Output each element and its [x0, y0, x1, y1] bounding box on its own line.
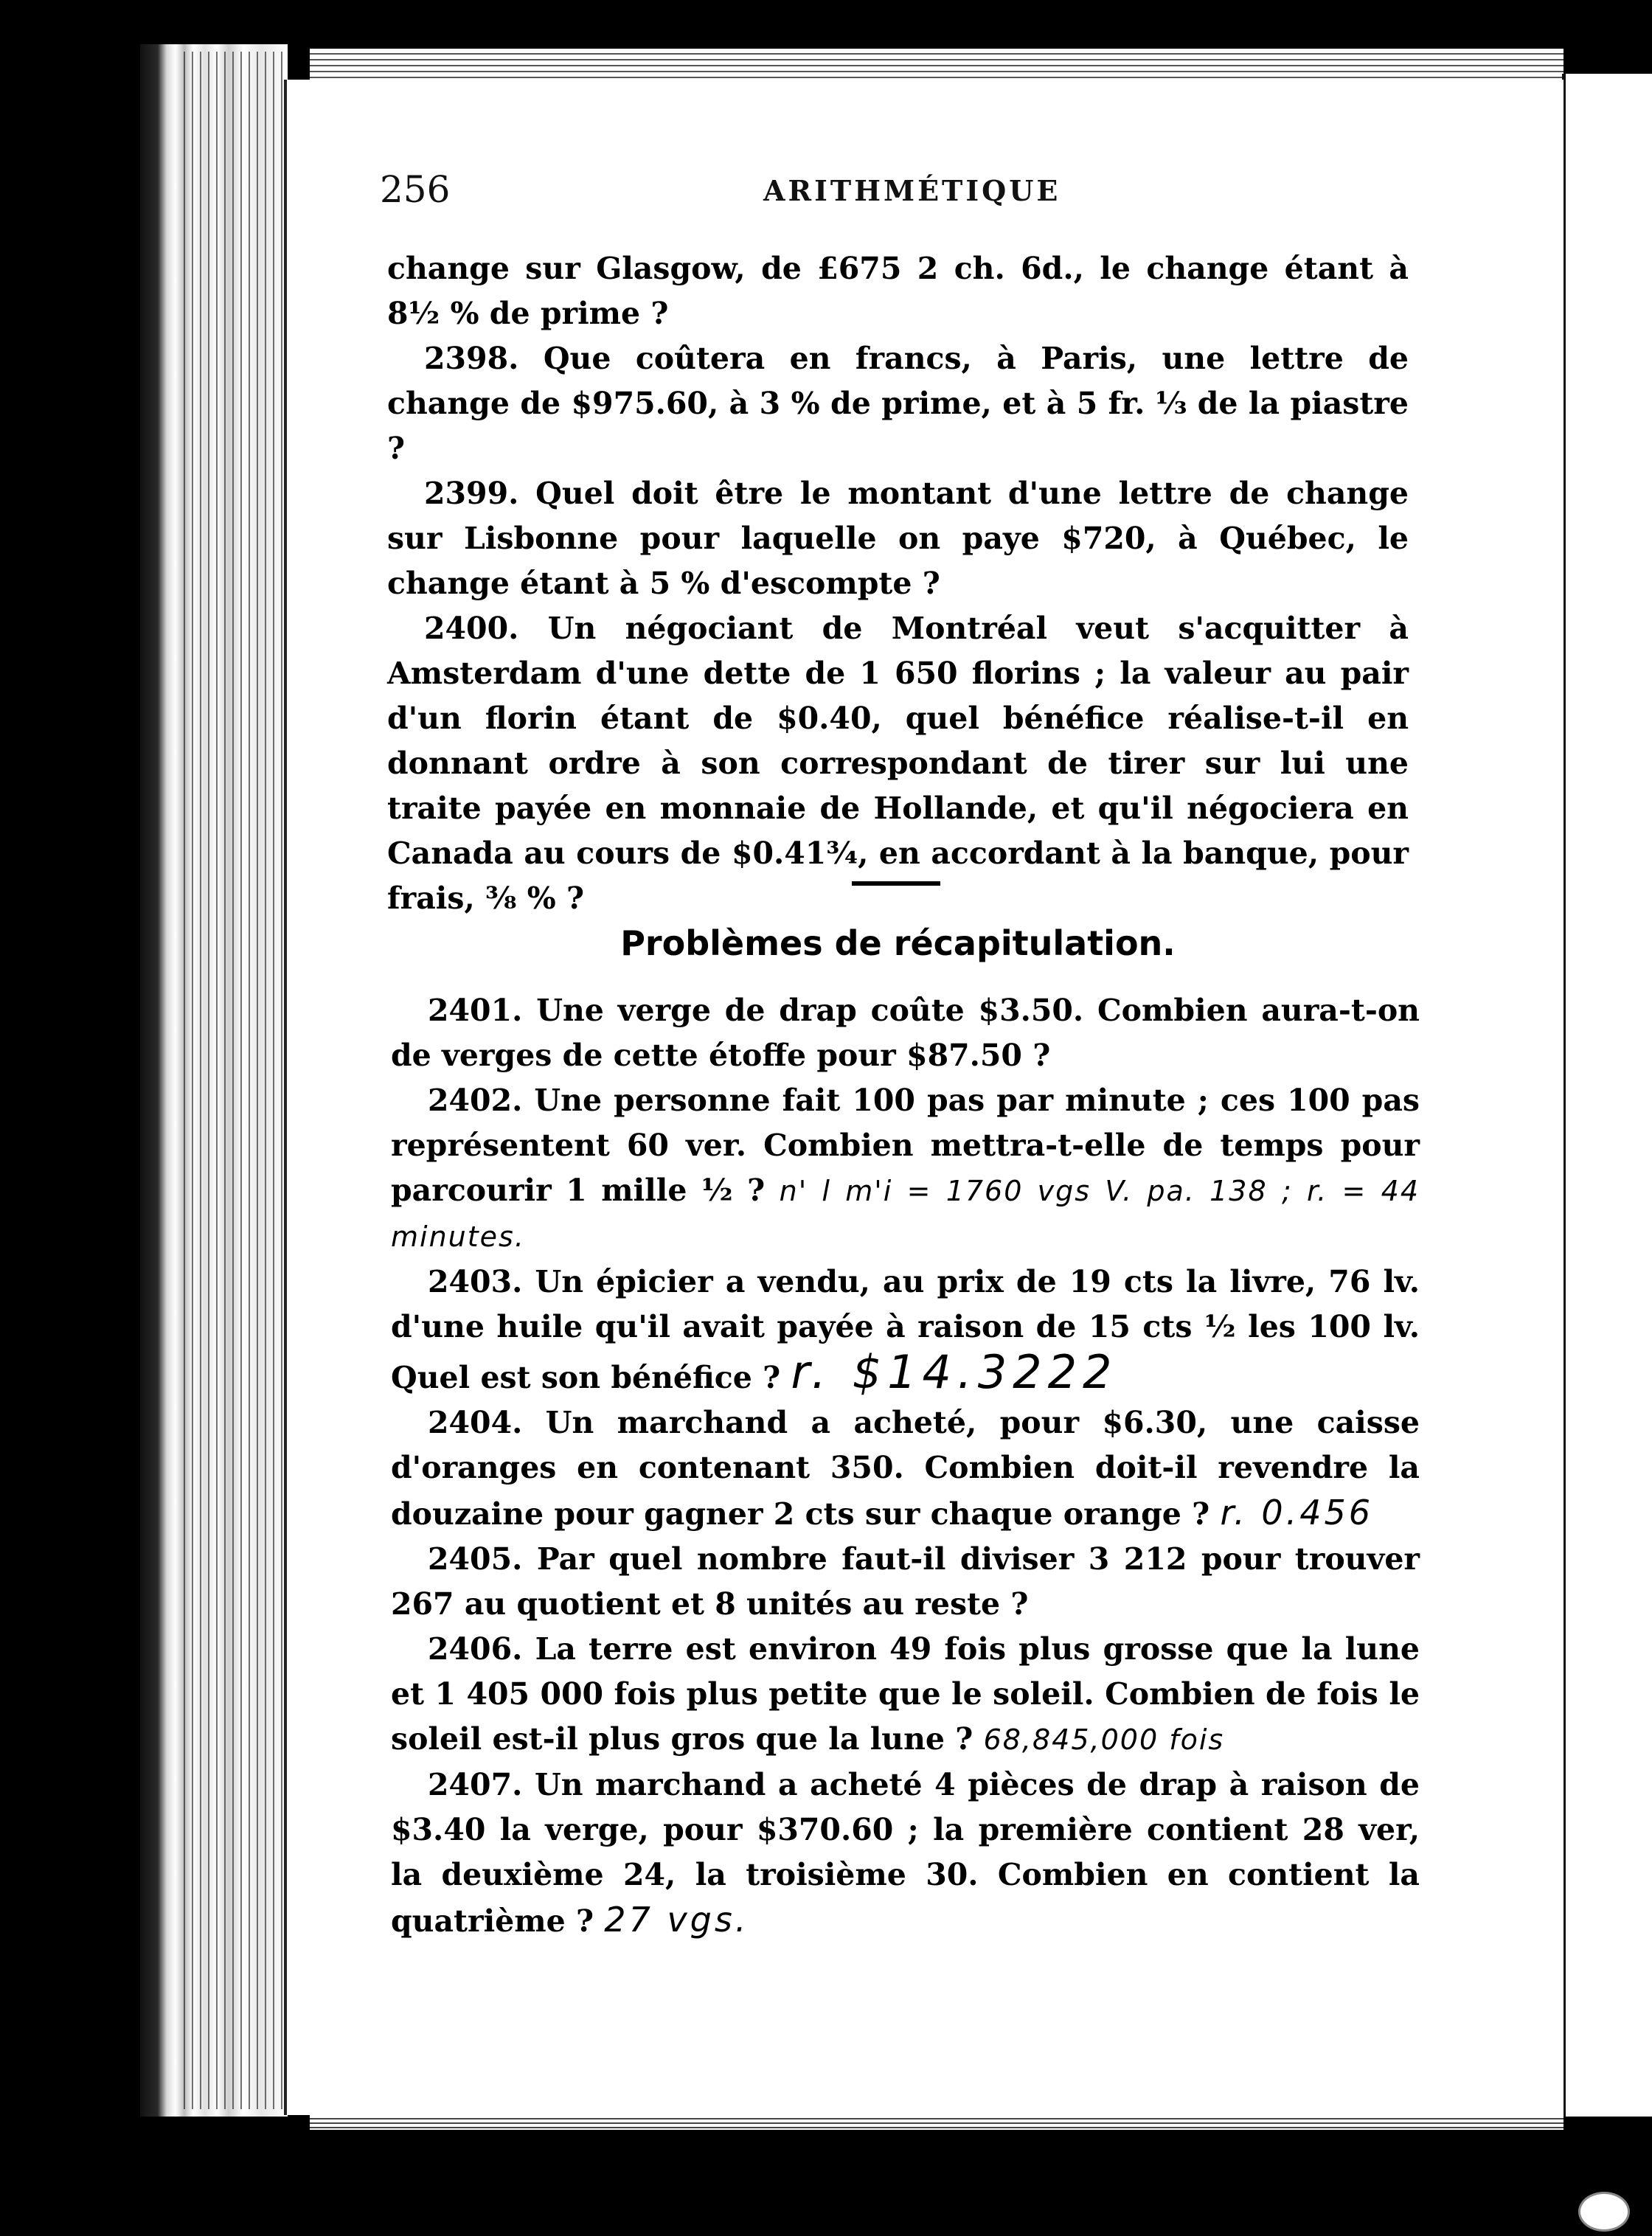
exercise-2401 [391, 988, 1420, 1078]
exercise-number: 2402. [428, 1083, 523, 1118]
handwritten-answer: 68,845,000 fois [983, 1723, 1225, 1756]
exercise-2406 [391, 1627, 1420, 1763]
exercise-number: 2401. [428, 993, 523, 1028]
exercise-2404 [391, 1400, 1420, 1537]
exercise-2405 [391, 1537, 1420, 1627]
exercise-text: Une verge de drap coûte $3.50. Combien aura-t-on de verges de cette étoffe pour $87.50 ? [391, 993, 1420, 1073]
exercise-text: Un marchand a acheté, pour $6.30, une caisse d'oranges en contenant 350. Combien doit-il revendre la douzaine pour gagner 2 cts sur chaque orange ? [391, 1405, 1420, 1532]
section-divider [852, 881, 940, 886]
exercise-text: Que coûtera en francs, à Paris, une lettre de change de $975.60, à 3 % de prime, et à 5 fr. ⅓ de la piastre ? [387, 341, 1409, 466]
exercises-recap [391, 988, 1420, 1944]
exercise-text: Un marchand a acheté 4 pièces de drap à raison de $3.40 la verge, pour $370.60 ; la première contient 28 ver, la deuxième 24, la troisième 30. Combien en contient la quatrième ? [391, 1767, 1420, 1939]
handwritten-answer: r. $14.3222 [791, 1345, 1118, 1399]
page-header [380, 168, 1471, 220]
exercise-text: Par quel nombre faut-il diviser 3 212 pour trouver 267 au quotient et 8 unités au reste ? [391, 1541, 1420, 1622]
handwritten-answer: r. 0.456 [1220, 1493, 1374, 1532]
exercise-number: 2406. [428, 1631, 523, 1667]
exercise-2398 [387, 336, 1409, 471]
page-number: 256 [380, 168, 451, 211]
exercise-2399 [387, 471, 1409, 606]
exercise-text: La terre est environ 49 fois plus grosse que la lune et 1 405 000 fois plus petite que le soleil. Combien de fois le soleil est-il plus gros que la lune ? [391, 1631, 1420, 1757]
exercise-2400 [387, 606, 1409, 921]
handwritten-answer: 27 vgs. [604, 1900, 749, 1940]
exercise-text: Un épicier a vendu, au prix de 19 cts la livre, 76 lv. d'une huile qu'il avait payée à raison de 15 cts ½ les 100 lv. Quel est son bénéfice ? [391, 1264, 1420, 1395]
exercise-number: 2399. [424, 476, 519, 511]
exercise-text: Une personne fait 100 pas par minute ; ces 100 pas représentent 60 ver. Combien mettra-t-elle de temps pour parcourir 1 mille ½ ? [391, 1083, 1420, 1208]
exercise-2402 [391, 1078, 1420, 1260]
top-page-edges [310, 49, 1564, 83]
facing-page [1562, 74, 1652, 2117]
exercise-2403 [391, 1260, 1420, 1400]
exercise-number: 2398. [424, 341, 519, 376]
exercise-text: Un négociant de Montréal veut s'acquitter à Amsterdam d'une dette de 1 650 florins ; la valeur au pair d'un florin étant de $0.40, quel bénéfice réalise-t-il en donnant ordre à son correspondant de tirer sur lui une traite payée en monnaie de Hollande, et qu'il négociera en Canada au cours de $0.41¾, en accordant à la banque, pour frais, ⅜ % ? [387, 611, 1409, 916]
exercise-text: change sur Glasgow, de £675 2 ch. 6d., le change étant à 8½ % de prime ? [387, 251, 1409, 331]
exercise-2407 [391, 1763, 1420, 1944]
handwritten-answer: n' l m'i = 1760 vgs V. pa. 138 ; r. = 44 minutes. [391, 1175, 1420, 1253]
running-title: ARITHMÉTIQUE [763, 174, 1061, 207]
archive-stamp [1578, 2192, 1630, 2232]
page-edges [177, 52, 288, 2109]
exercise-number: 2400. [424, 611, 519, 646]
bottom-page-edges [310, 2115, 1564, 2130]
exercise-number: 2405. [428, 1541, 523, 1577]
exercises-top [387, 246, 1409, 921]
exercise-number: 2404. [428, 1405, 523, 1440]
exercise-number: 2403. [428, 1264, 523, 1299]
exercise-number: 2407. [428, 1767, 523, 1802]
exercise-2397-continuation [387, 246, 1409, 336]
exercise-text: Quel doit être le montant d'une lettre de change sur Lisbonne pour laquelle on paye $720, à Québec, le change étant à 5 % d'escompte ? [387, 476, 1409, 601]
section-title: Problèmes de récapitulation. [620, 923, 1176, 963]
